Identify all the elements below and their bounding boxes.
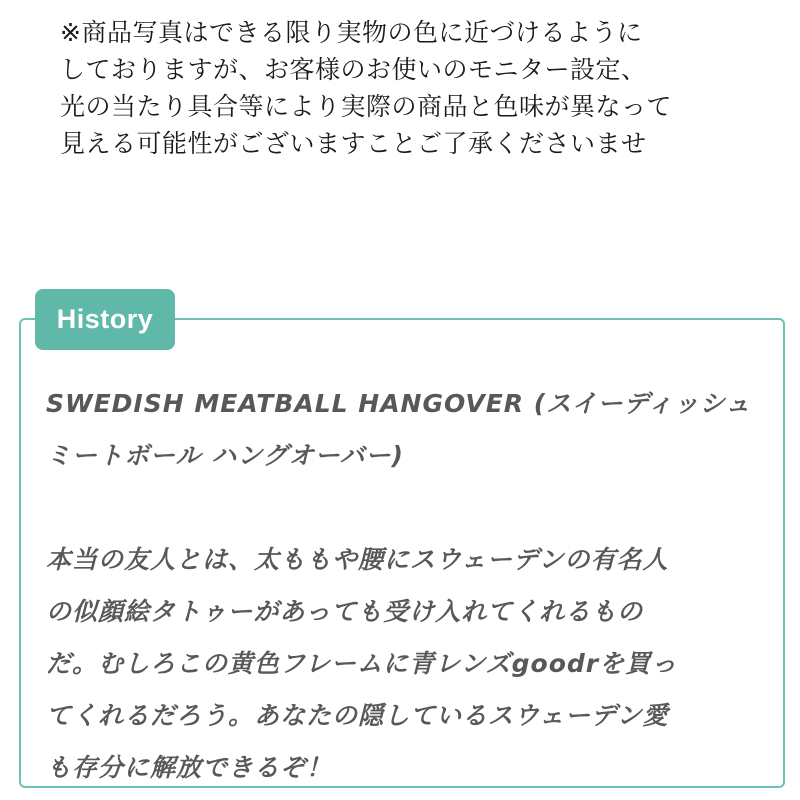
history-body-line: だ。むしろこの黄色フレームに青レンズgoodrを買っ	[46, 649, 678, 678]
notice-line: 光の当たり具合等により実際の商品と色味が異なって	[60, 92, 673, 121]
history-body-line: も存分に解放できるぞ！	[46, 753, 333, 782]
history-tab-label: History	[35, 289, 175, 350]
history-content	[46, 378, 776, 794]
paragraph-spacer	[46, 482, 776, 534]
notice-line: ※商品写真はできる限り実物の色に近づけるように	[60, 18, 643, 47]
notice-line: 見える可能性がございますことご了承くださいませ	[60, 129, 647, 158]
history-title-line: ミートボール ハングオーバー)	[46, 441, 404, 470]
color-disclaimer-notice	[60, 14, 780, 162]
history-body-line: 本当の友人とは、太ももや腰にスウェーデンの有名人	[46, 545, 669, 574]
history-body-line: てくれるだろう。あなたの隠しているスウェーデン愛	[46, 701, 669, 730]
history-body-line: の似顔絵タトゥーがあっても受け入れてくれるもの	[46, 597, 644, 626]
history-title-line: SWEDISH MEATBALL HANGOVER (スイーディッシュ	[46, 389, 752, 418]
notice-line: しておりますが、お客様のお使いのモニター設定、	[60, 55, 647, 84]
